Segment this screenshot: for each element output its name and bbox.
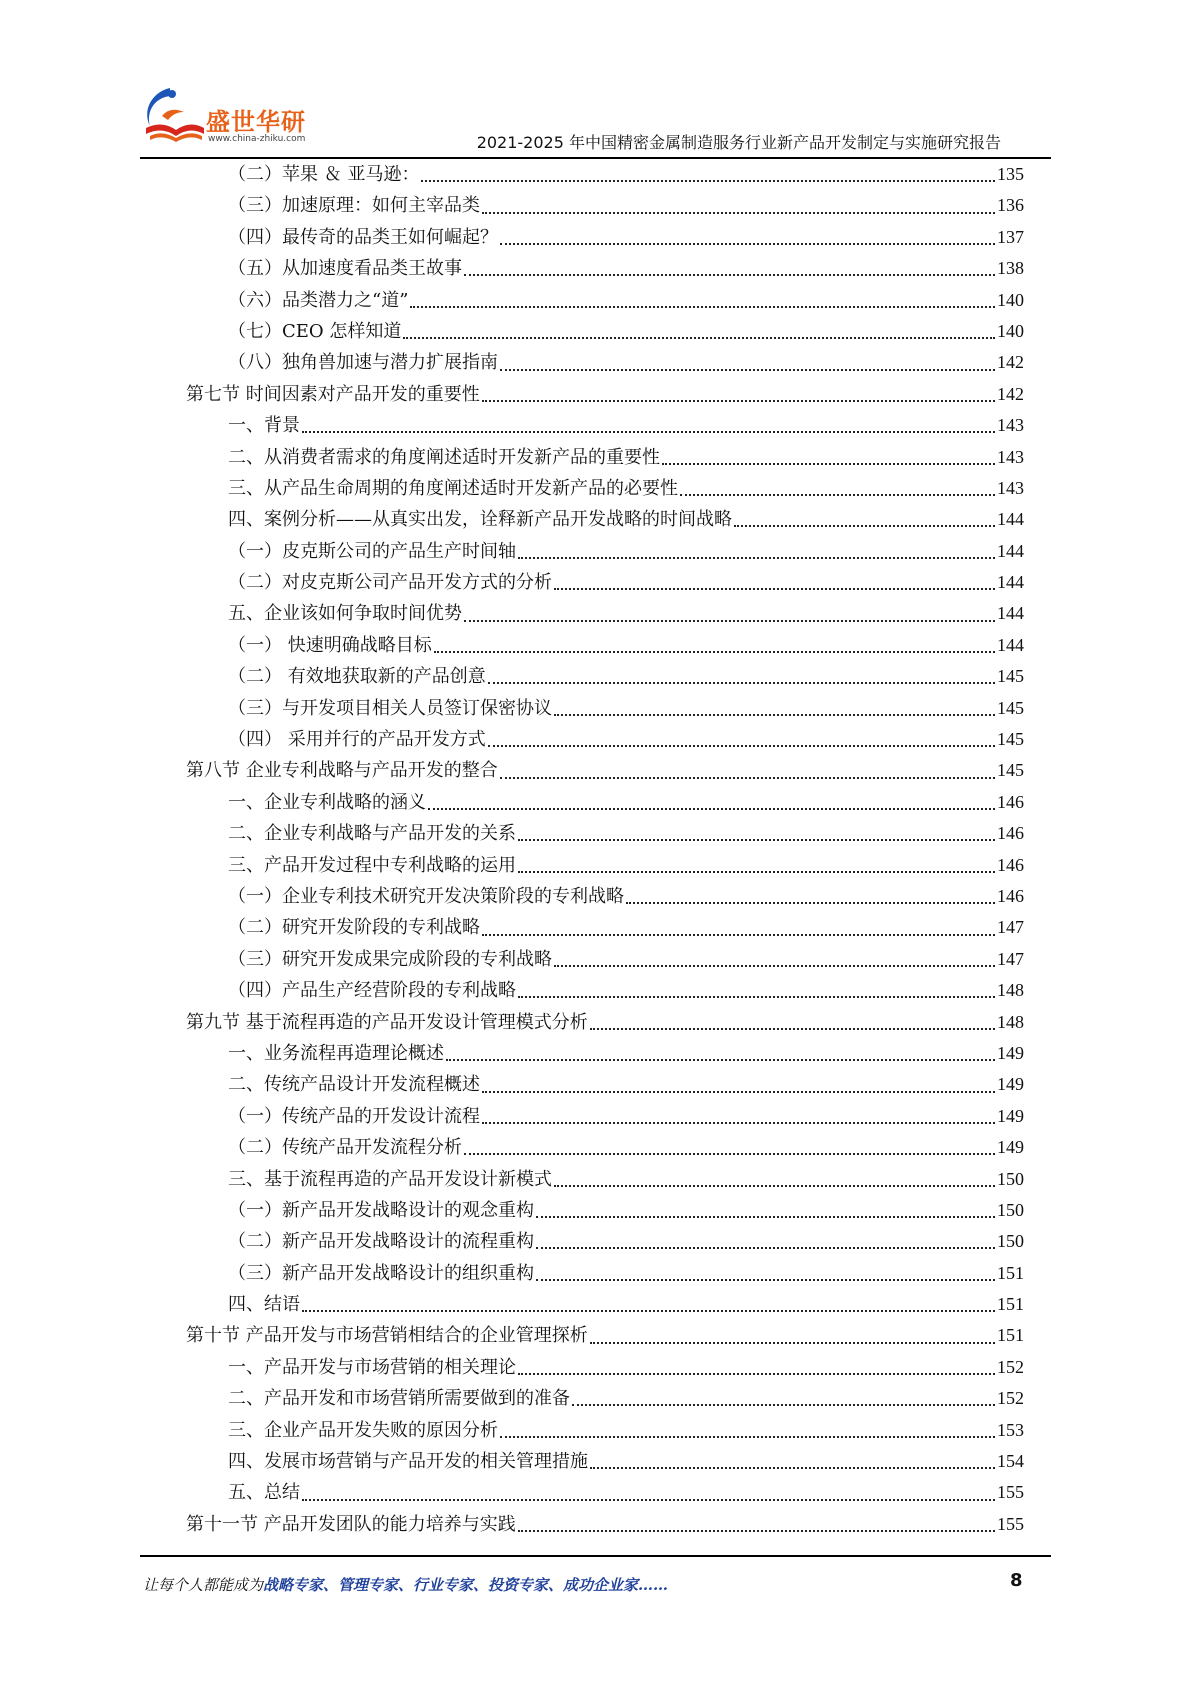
toc-dot-leader — [518, 556, 995, 559]
toc-entry[interactable] — [186, 881, 1024, 912]
toc-entry-page: 151 — [997, 1294, 1024, 1315]
toc-entry-title: （八）独角兽加速与潜力扩展指南 — [228, 352, 498, 374]
toc-entry[interactable] — [186, 1226, 1024, 1257]
toc-entry-title: 一、业务流程再造理论概述 — [228, 1042, 444, 1064]
toc-entry-title: 第八节 企业专利战略与产品开发的整合 — [186, 760, 498, 782]
toc-dot-leader — [536, 1278, 995, 1281]
toc-entry-title: 二、产品开发和市场营销所需要做到的准备 — [228, 1388, 570, 1410]
toc-dot-leader — [518, 838, 995, 841]
page-header — [0, 0, 1191, 160]
toc-entry-page: 142 — [997, 383, 1024, 404]
toc-entry-title: 一、企业专利战略的涵义 — [228, 791, 426, 813]
toc-entry-title: 第七节 时间因素对产品开发的重要性 — [186, 383, 480, 405]
toc-entry[interactable] — [186, 1289, 1024, 1320]
toc-dot-leader — [446, 1058, 995, 1061]
report-title: 2021-2025 年中国精密金属制造服务行业新产品开发制定与实施研究报告 — [476, 133, 1001, 152]
toc-dot-leader — [500, 368, 995, 371]
toc-entry-title: （三）新产品开发战略设计的组织重构 — [228, 1262, 534, 1284]
toc-entry-page: 152 — [997, 1388, 1024, 1409]
toc-entry[interactable] — [186, 285, 1024, 316]
toc-entry-page: 147 — [997, 917, 1024, 938]
toc-entry-title: （四）最传奇的品类王如何崛起？ — [228, 226, 498, 248]
toc-dot-leader — [464, 273, 995, 276]
toc-dot-leader — [421, 179, 995, 182]
toc-dot-leader — [302, 430, 995, 433]
toc-entry-page: 146 — [997, 823, 1024, 844]
toc-entry-page: 135 — [997, 164, 1024, 184]
toc-entry-title: （二）苹果 ＆ 亚马逊： — [228, 164, 420, 185]
toc-entry[interactable] — [186, 253, 1024, 284]
toc-entry-title: （二）传统产品开发流程分析 — [228, 1137, 462, 1159]
toc-entry-title: （七）CEO 怎样知道 — [228, 320, 402, 342]
toc-entry-page: 143 — [997, 477, 1024, 498]
toc-dot-leader — [536, 1215, 995, 1218]
toc-entry-title: 三、从产品生命周期的角度阐述适时开发新产品的必要性 — [228, 477, 678, 499]
slogan-prefix: 让每个人都能成为 — [143, 1576, 264, 1594]
toc-entry[interactable] — [186, 1320, 1024, 1351]
footer-divider — [140, 1555, 1051, 1557]
toc-dot-leader — [590, 1341, 995, 1344]
toc-entry-page: 149 — [997, 1105, 1024, 1126]
toc-dot-leader — [590, 1466, 995, 1469]
toc-entry-page: 143 — [997, 415, 1024, 436]
toc-entry[interactable] — [186, 504, 1024, 535]
toc-dot-leader — [554, 1184, 995, 1187]
toc-entry-title: （四）产品生产经营阶段的专利战略 — [228, 980, 516, 1002]
toc-entry[interactable] — [186, 347, 1024, 378]
toc-entry-page: 152 — [997, 1356, 1024, 1377]
toc-entry-page: 142 — [997, 352, 1024, 373]
toc-entry-title: 五、企业该如何争取时间优势 — [228, 603, 462, 625]
toc-entry-page: 146 — [997, 791, 1024, 812]
toc-entry[interactable] — [186, 850, 1024, 881]
toc-entry-title: （三）研究开发成果完成阶段的专利战略 — [228, 948, 552, 970]
toc-dot-leader — [488, 681, 995, 684]
toc-dot-leader — [428, 807, 995, 810]
page-number: 8 — [1010, 1570, 1023, 1591]
toc-entry[interactable] — [186, 630, 1024, 661]
toc-entry-title: 二、从消费者需求的角度阐述适时开发新产品的重要性 — [228, 446, 660, 468]
toc-entry-title: （二）研究开发阶段的专利战略 — [228, 917, 480, 939]
toc-dot-leader — [554, 587, 995, 590]
toc-entry-page: 155 — [997, 1482, 1024, 1503]
toc-entry-page: 146 — [997, 854, 1024, 875]
toc-entry-title: （三）与开发项目相关人员签订保密协议 — [228, 697, 552, 719]
toc-entry[interactable] — [186, 661, 1024, 692]
table-of-contents — [186, 159, 1024, 1540]
toc-entry-page: 146 — [997, 885, 1024, 906]
toc-dot-leader — [662, 462, 995, 465]
toc-entry[interactable] — [186, 598, 1024, 629]
toc-dot-leader — [518, 870, 995, 873]
toc-dot-leader — [536, 1246, 995, 1249]
toc-entry-title: 一、产品开发与市场营销的相关理论 — [228, 1356, 516, 1378]
toc-entry[interactable] — [186, 316, 1024, 347]
toc-entry-title: 第十节 产品开发与市场营销相结合的企业管理探析 — [186, 1325, 588, 1347]
toc-entry-title: 三、产品开发过程中专利战略的运用 — [228, 854, 516, 876]
toc-entry-page: 150 — [997, 1168, 1024, 1189]
toc-entry-page: 149 — [997, 1074, 1024, 1095]
toc-entry[interactable] — [186, 1509, 1024, 1540]
toc-entry[interactable] — [186, 1007, 1024, 1038]
logo-url: www.china-zhiku.com — [208, 134, 306, 144]
toc-entry[interactable] — [186, 724, 1024, 755]
toc-entry-title: （二）新产品开发战略设计的流程重构 — [228, 1231, 534, 1253]
toc-entry[interactable] — [186, 1038, 1024, 1069]
toc-entry-page: 145 — [997, 666, 1024, 687]
toc-dot-leader — [464, 1152, 995, 1155]
toc-entry[interactable] — [186, 1069, 1024, 1100]
toc-dot-leader — [572, 1403, 995, 1406]
toc-entry-title: 三、基于流程再造的产品开发设计新模式 — [228, 1168, 552, 1190]
toc-entry[interactable] — [186, 190, 1024, 221]
slogan-highlight: 战略专家、管理专家、行业专家、投资专家、成功企业家…… — [263, 1576, 669, 1594]
toc-dot-leader — [302, 1309, 995, 1312]
toc-entry[interactable] — [186, 1352, 1024, 1383]
toc-entry[interactable] — [186, 1195, 1024, 1226]
toc-entry-page: 150 — [997, 1199, 1024, 1220]
toc-entry[interactable] — [186, 1164, 1024, 1195]
toc-entry-page: 144 — [997, 540, 1024, 561]
toc-entry-title: 第九节 基于流程再造的产品开发设计管理模式分析 — [186, 1011, 588, 1033]
toc-entry-page: 145 — [997, 729, 1024, 750]
toc-entry-page: 150 — [997, 1231, 1024, 1252]
toc-entry-title: 第十一节 产品开发团队的能力培养与实践 — [186, 1513, 516, 1535]
toc-entry[interactable] — [186, 159, 1024, 190]
toc-entry[interactable] — [186, 912, 1024, 943]
toc-dot-leader — [403, 336, 995, 339]
toc-entry[interactable] — [186, 1101, 1024, 1132]
company-logo — [140, 82, 310, 152]
toc-entry-page: 155 — [997, 1513, 1024, 1534]
toc-entry[interactable] — [186, 1446, 1024, 1477]
toc-entry[interactable] — [186, 1132, 1024, 1163]
toc-entry-page: 145 — [997, 760, 1024, 781]
toc-entry-title: 五、总结 — [228, 1482, 300, 1504]
toc-entry-title: （一） 快速明确战略目标 — [228, 634, 432, 656]
book-swirl-logo-icon — [140, 82, 210, 152]
toc-entry-title: （六）品类潜力之“道” — [228, 289, 409, 311]
toc-entry-title: 四、发展市场营销与产品开发的相关管理措施 — [228, 1451, 588, 1473]
toc-dot-leader — [680, 493, 995, 496]
toc-entry-page: 148 — [997, 1011, 1024, 1032]
toc-entry[interactable] — [186, 1477, 1024, 1508]
toc-entry[interactable] — [186, 442, 1024, 473]
toc-entry-title: 二、传统产品设计开发流程概述 — [228, 1074, 480, 1096]
toc-entry[interactable] — [186, 379, 1024, 410]
toc-dot-leader — [482, 1121, 995, 1124]
logo-name: 盛世华研 — [206, 108, 306, 136]
toc-entry-title: 四、结语 — [228, 1294, 300, 1316]
toc-entry[interactable] — [186, 410, 1024, 441]
toc-entry-page: 148 — [997, 980, 1024, 1001]
toc-entry[interactable] — [186, 755, 1024, 786]
toc-dot-leader — [464, 619, 995, 622]
toc-entry-page: 140 — [997, 289, 1024, 310]
toc-entry-title: 二、企业专利战略与产品开发的关系 — [228, 823, 516, 845]
toc-entry-page: 151 — [997, 1262, 1024, 1283]
toc-dot-leader — [518, 995, 995, 998]
toc-entry[interactable] — [186, 818, 1024, 849]
toc-dot-leader — [434, 650, 995, 653]
toc-dot-leader — [518, 1372, 995, 1375]
toc-dot-leader — [734, 524, 995, 527]
toc-dot-leader — [554, 964, 995, 967]
toc-entry-title: （三）加速原理：如何主宰品类 — [228, 195, 480, 217]
toc-dot-leader — [482, 1090, 995, 1093]
toc-dot-leader — [410, 305, 995, 308]
toc-entry-page: 140 — [997, 320, 1024, 341]
toc-entry[interactable] — [186, 1415, 1024, 1446]
toc-entry-page: 147 — [997, 948, 1024, 969]
toc-entry[interactable] — [186, 1383, 1024, 1414]
toc-entry-title: （五）从加速度看品类王故事 — [228, 258, 462, 280]
toc-entry[interactable] — [186, 1258, 1024, 1289]
toc-entry-page: 154 — [997, 1451, 1024, 1472]
toc-dot-leader — [482, 211, 995, 214]
toc-entry[interactable] — [186, 536, 1024, 567]
toc-dot-leader — [500, 1435, 995, 1438]
toc-entry-title: （一）企业专利技术研究开发决策阶段的专利战略 — [228, 885, 624, 907]
toc-entry-title: （一）新产品开发战略设计的观念重构 — [228, 1199, 534, 1221]
toc-entry[interactable] — [186, 787, 1024, 818]
toc-dot-leader — [590, 1027, 995, 1030]
toc-dot-leader — [302, 1498, 995, 1501]
toc-entry-page: 136 — [997, 195, 1024, 216]
toc-entry-page: 143 — [997, 446, 1024, 467]
toc-entry-page: 151 — [997, 1325, 1024, 1346]
toc-entry[interactable] — [186, 693, 1024, 724]
toc-entry-page: 145 — [997, 697, 1024, 718]
toc-dot-leader — [488, 744, 995, 747]
toc-entry-title: （二） 有效地获取新的产品创意 — [228, 666, 486, 688]
toc-dot-leader — [482, 933, 995, 936]
toc-entry-page: 144 — [997, 603, 1024, 624]
toc-entry[interactable] — [186, 473, 1024, 504]
toc-entry[interactable] — [186, 222, 1024, 253]
toc-entry-title: （四） 采用并行的产品开发方式 — [228, 729, 486, 751]
toc-entry-page: 138 — [997, 258, 1024, 279]
toc-entry-page: 144 — [997, 509, 1024, 530]
toc-entry-title: （二）对皮克斯公司产品开发方式的分析 — [228, 572, 552, 594]
toc-entry[interactable] — [186, 567, 1024, 598]
toc-entry-title: 四、案例分析——从真实出发，诠释新产品开发战略的时间战略 — [228, 509, 732, 531]
toc-dot-leader — [482, 399, 995, 402]
toc-entry-page: 137 — [997, 226, 1024, 247]
toc-entry-title: （一）传统产品的开发设计流程 — [228, 1105, 480, 1127]
toc-dot-leader — [500, 776, 995, 779]
footer-slogan — [143, 1574, 668, 1595]
toc-entry-page: 144 — [997, 634, 1024, 655]
toc-entry-page: 149 — [997, 1137, 1024, 1158]
toc-entry-page: 153 — [997, 1419, 1024, 1440]
toc-entry-title: 三、企业产品开发失败的原因分析 — [228, 1419, 498, 1441]
toc-dot-leader — [500, 242, 995, 245]
toc-dot-leader — [626, 901, 995, 904]
toc-entry-title: （一）皮克斯公司的产品生产时间轴 — [228, 540, 516, 562]
toc-dot-leader — [554, 713, 995, 716]
toc-entry-page: 149 — [997, 1042, 1024, 1063]
toc-dot-leader — [518, 1529, 995, 1532]
toc-entry-title: 一、背景 — [228, 415, 300, 437]
toc-entry[interactable] — [186, 944, 1024, 975]
toc-entry-page: 144 — [997, 572, 1024, 593]
toc-entry[interactable] — [186, 975, 1024, 1006]
